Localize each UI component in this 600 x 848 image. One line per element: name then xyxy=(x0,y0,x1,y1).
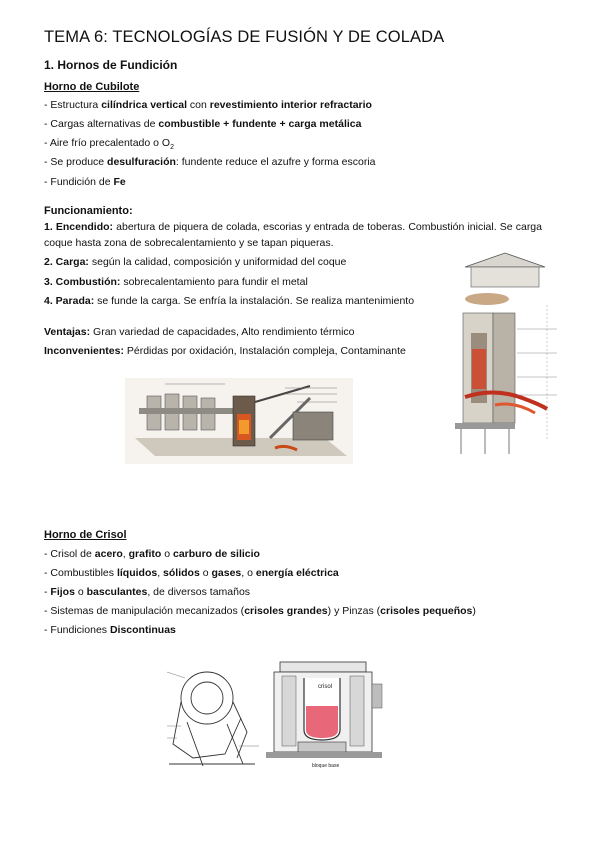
crisol-bullet-3: - Fijos o basculantes, de diversos tamaños xyxy=(44,586,251,598)
section-heading: 1. Hornos de Fundición xyxy=(44,58,178,72)
cupola-plant-illustration xyxy=(125,378,353,464)
crisol-label: crisol xyxy=(318,684,333,690)
cubilote-heading: Horno de Cubilote xyxy=(44,81,140,93)
cupola-section-diagram xyxy=(445,249,565,459)
cubilote-bullet-3: - Aire frío precalentado o $O_2$ xyxy=(44,137,174,152)
cubilote-bullet-4: - Se produce desulfuración: fundente reduce el azufre y forma escoria xyxy=(44,156,376,168)
funcionamiento-heading: Funcionamiento: xyxy=(44,205,133,217)
crisol-bullet-4: - Sistemas de manipulación mecanizados (crisoles grandes) y Pinzas (crisoles pequeños) xyxy=(44,605,476,617)
crisol-bullet-1: - Crisol de acero, grafito o carburo de silicio xyxy=(44,548,260,560)
step-encendido: 1. Encendido: abertura de piquera de colada, escorias y entrada de toberas. Combustión inicial. Se carga coque hasta zona de sobrecalentamiento y se tapan piqueras. xyxy=(44,221,542,249)
tilting-crucible-illustration xyxy=(163,662,263,770)
crisol-bullet-5: - Fundiciones Discontinuas xyxy=(44,624,176,636)
crisol-bullet-2: - Combustibles líquidos, sólidos o gases, o energía eléctrica xyxy=(44,567,339,579)
step-combustion: 3. Combustión: sobrecalentamiento para fundir el metal xyxy=(44,276,308,288)
page-title: TEMA 6: TECNOLOGÍAS DE FUSIÓN Y DE COLADA xyxy=(44,28,445,46)
cubilote-bullet-1: - Estructura cilíndrica vertical con revestimiento interior refractario xyxy=(44,99,372,111)
step-parada: 4. Parada: se funde la carga. Se enfría la instalación. Se realiza mantenimiento xyxy=(44,295,415,307)
inconvenientes-line: Inconvenientes: Pérdidas por oxidación, Instalación compleja, Contaminante xyxy=(44,345,406,357)
crisol-heading: Horno de Crisol xyxy=(44,529,127,541)
cubilote-bullet-2: - Cargas alternativas de combustible + fundente + carga metálica xyxy=(44,118,362,130)
bloque-label: bloque base xyxy=(312,763,340,769)
ventajas-line: Ventajas: Gran variedad de capacidades, Alto rendimiento térmico xyxy=(44,326,355,338)
cubilote-bullet-5: - Fundición de Fe xyxy=(44,176,126,188)
step-carga: 2. Carga: según la calidad, composición y uniformidad del coque xyxy=(44,256,347,268)
crucible-section-diagram xyxy=(262,656,388,770)
